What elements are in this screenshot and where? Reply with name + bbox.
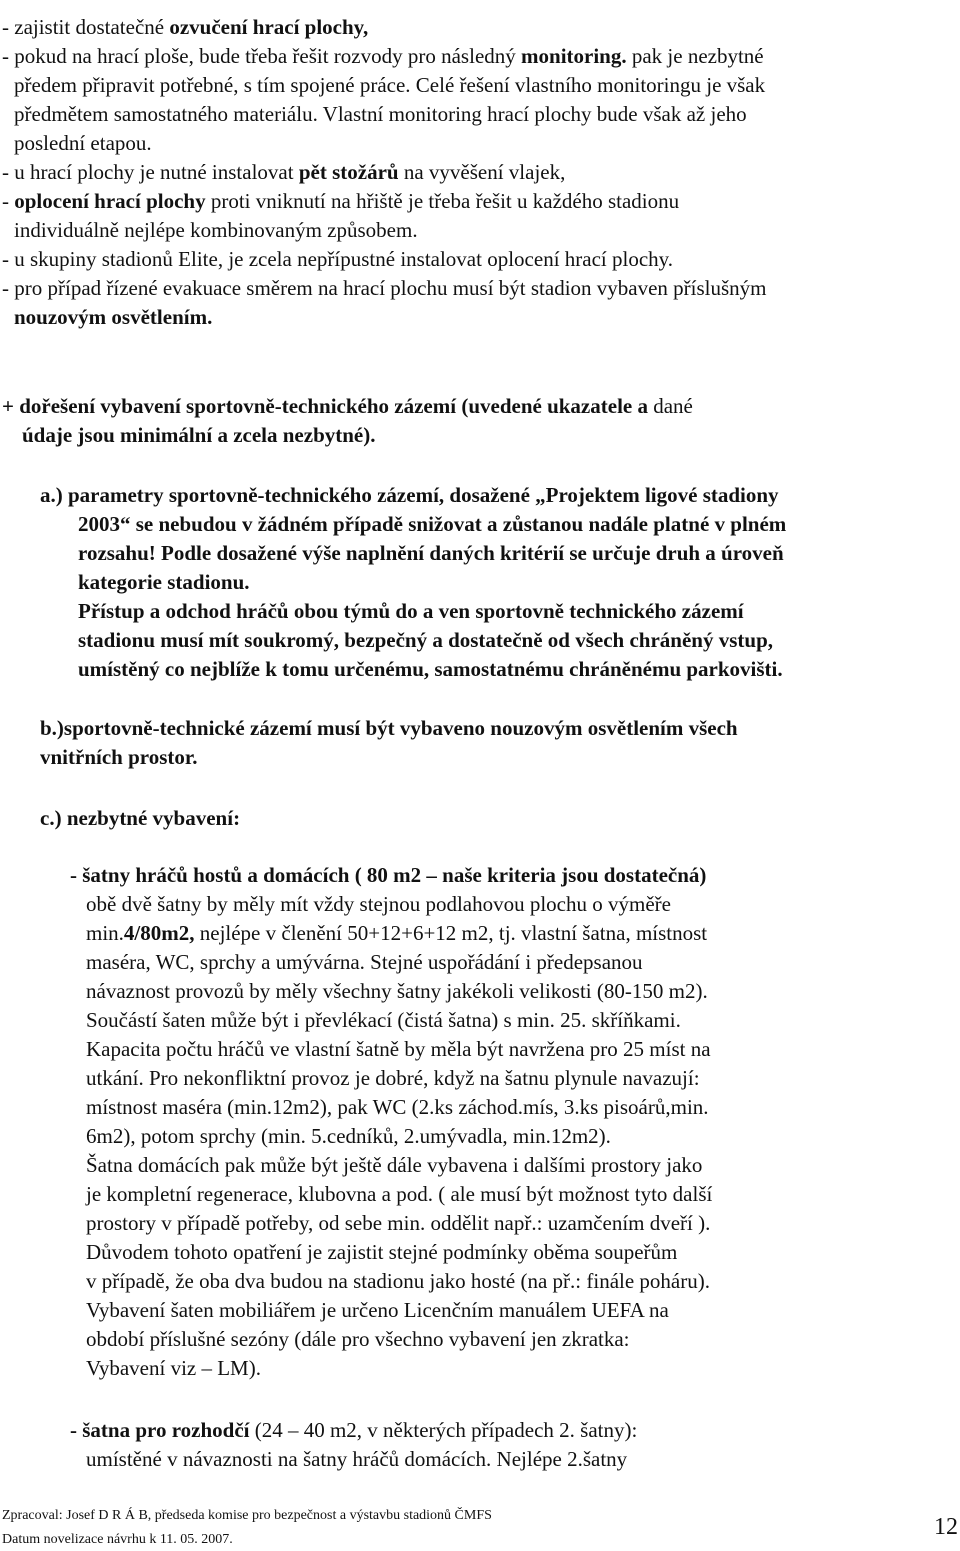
text-line — [2, 159, 565, 186]
text-run: pak je nezbytné — [626, 44, 764, 68]
text-run: období příslušné sezóny (dále pro všechno vybavení jen zkratka: — [86, 1327, 630, 1351]
text-run: návaznost provozů by měly všechny šatny jakékoli velikosti (80-150 m2). — [86, 979, 708, 1003]
text-line — [78, 627, 773, 654]
bold-text-run: umístěný co nejblíže k tomu určenému, samostatnému chráněnému parkovišti. — [78, 657, 783, 681]
text-run: obě dvě šatny by měly mít vždy stejnou podlahovou plochu o výměře — [86, 892, 671, 916]
text-line — [86, 1268, 710, 1295]
bold-text-run: Přístup a odchod hráčů obou týmů do a ven sportovně technického zázemí — [78, 599, 744, 623]
text-line — [14, 101, 747, 128]
bold-text-run: - šatna pro rozhodčí — [70, 1418, 250, 1442]
text-line — [2, 14, 368, 41]
text-line — [86, 1355, 261, 1382]
bold-text-run: kategorie stadionu. — [78, 570, 250, 594]
bold-text-run: monitoring. — [521, 44, 627, 68]
text-line — [78, 540, 784, 567]
text-run: Šatna domácích pak může být ještě dále vybavena i dalšími prostory jako — [86, 1153, 703, 1177]
text-run: předmětem samostatného materiálu. Vlastní monitoring hrací plochy bude však až jeho — [14, 102, 747, 126]
text-line — [86, 1210, 710, 1237]
text-run: - zajistit dostatečné — [2, 15, 170, 39]
text-run: Kapacita počtu hráčů ve vlastní šatně by měla být navržena pro 25 míst na — [86, 1037, 711, 1061]
text-line — [86, 1036, 711, 1063]
text-run: dané — [647, 394, 693, 418]
text-line — [86, 1181, 712, 1208]
text-run: - u hrací plochy je nutné instalovat — [2, 160, 299, 184]
text-run: místnost maséra (min.12m2), pak WC (2.ks záchod.mís, 3.ks pisoárů,min. — [86, 1095, 709, 1119]
bold-text-run: ozvučení hrací plochy, — [169, 15, 369, 39]
text-run: nejlépe v členění 50+12+6+12 m2, tj. vlastní šatna, místnost — [194, 921, 708, 945]
text-line — [86, 1065, 700, 1092]
text-run: utkání. Pro nekonfliktní provoz je dobré, když na šatnu plynule navazují: — [86, 1066, 700, 1090]
text-line — [2, 275, 767, 302]
bold-text-run: b.)sportovně-technické zázemí musí být vybaveno nouzovým osvětlením všech — [40, 716, 738, 740]
text-run: - pokud na hrací ploše, bude třeba řešit rozvody pro následný — [2, 44, 522, 68]
bold-text-run: stadionu musí mít soukromý, bezpečný a dostatečně od všech chráněný vstup, — [78, 628, 773, 652]
bold-text-run: + dořešení vybavení sportovně-technického zázemí (uvedené ukazatele a — [2, 394, 648, 418]
text-run: proti vniknutí na hřiště je třeba řešit u každého stadionu — [205, 189, 680, 213]
text-run: maséra, WC, sprchy a umývárna. Stejné uspořádání i předepsanou — [86, 950, 643, 974]
text-line — [86, 1152, 702, 1179]
text-line — [86, 1239, 677, 1266]
bold-text-run: pět stožárů — [298, 160, 399, 184]
text-line — [2, 246, 673, 273]
text-run: Důvodem tohoto opatření je zajistit stejné podmínky oběma soupeřům — [86, 1240, 678, 1264]
bold-text-run: a.) parametry sportovně-technického zázemí, dosažené „Projektem ligové stadiony — [40, 483, 779, 507]
text-line — [70, 1417, 637, 1444]
text-run: 6m2), potom sprchy (min. 5.cedníků, 2.umývadla, min.12m2). — [86, 1124, 611, 1148]
text-run: na vyvěšení vlajek, — [398, 160, 566, 184]
text-run: - pro případ řízené evakuace směrem na hrací plochu musí být stadion vybaven příslušným — [2, 276, 767, 300]
text-run: - — [2, 189, 15, 213]
text-line — [40, 744, 198, 771]
text-line — [86, 1326, 630, 1353]
text-run: - u skupiny stadionů Elite, je zcela nepřípustné instalovat oplocení hrací plochy. — [2, 247, 674, 271]
page-number: 12 — [934, 1514, 958, 1540]
text-run: Vybavení šaten mobiliářem je určeno Licenčním manuálem UEFA na — [86, 1298, 669, 1322]
text-line — [86, 891, 671, 918]
text-run: umístěné v návaznosti na šatny hráčů domácích. Nejlépe 2.šatny — [86, 1447, 628, 1471]
text-line — [14, 72, 765, 99]
text-run: v případě, že oba dva budou na stadionu jako hosté (na př.: finále poháru). — [86, 1269, 710, 1293]
text-line — [86, 1007, 681, 1034]
text-run: (24 – 40 m2, v některých případech 2. šatny): — [249, 1418, 638, 1442]
bold-text-run: údaje jsou minimální a zcela nezbytné). — [22, 423, 376, 447]
text-line — [86, 1123, 611, 1150]
text-line — [40, 715, 738, 742]
text-run: prostory v případě potřeby, od sebe min. oddělit např.: uzamčením dveří ). — [86, 1211, 711, 1235]
text-run: je kompletní regenerace, klubovna a pod. ( ale musí být možnost tyto další — [86, 1182, 713, 1206]
text-line — [86, 1297, 669, 1324]
bold-text-run: c.) nezbytné vybavení: — [40, 806, 241, 830]
text-run: Součástí šaten může být i převlékací (čistá šatna) s min. 25. skříňkami. — [86, 1008, 681, 1032]
text-line — [2, 393, 693, 420]
text-run: předem připravit potřebné, s tím spojené práce. Celé řešení vlastního monitoringu je však — [14, 73, 766, 97]
text-line — [2, 43, 764, 70]
bold-text-run: 2003“ se nebudou v žádném případě snižovat a zůstanou nadále platné v plném — [78, 512, 787, 536]
bold-text-run: nouzovým osvětlením. — [14, 305, 213, 329]
text-line — [70, 862, 706, 889]
text-line — [14, 217, 418, 244]
text-line — [14, 304, 212, 331]
bold-text-run: - šatny hráčů hostů a domácích ( 80 m2 – naše kriteria jsou dostatečná) — [70, 863, 707, 887]
bold-text-run: 4/80m2, — [123, 921, 195, 945]
text-line — [14, 130, 152, 157]
text-line — [78, 569, 250, 596]
text-line — [40, 805, 240, 832]
text-run: individuálně nejlépe kombinovaným způsobem. — [14, 218, 418, 242]
bold-text-run: rozsahu! Podle dosažené výše naplnění daných kritérií se určuje druh a úroveň — [78, 541, 784, 565]
text-run: min. — [86, 921, 124, 945]
text-line — [40, 482, 779, 509]
text-line — [86, 920, 707, 947]
footer-revision-date: Datum novelizace návrhu k 11. 05. 2007. — [2, 1532, 233, 1547]
text-line — [22, 422, 375, 449]
text-line — [2, 188, 679, 215]
text-line — [86, 1446, 627, 1473]
text-line — [78, 511, 786, 538]
text-run: poslední etapou. — [14, 131, 152, 155]
footer-author: Zpracoval: Josef D R Á B, předseda komise pro bezpečnost a výstavbu stadionů ČMFS — [2, 1508, 492, 1523]
text-line — [86, 978, 708, 1005]
bold-text-run: oplocení hrací plochy — [14, 189, 206, 213]
text-run: Vybavení viz – LM). — [86, 1356, 261, 1380]
text-line — [86, 949, 643, 976]
text-line — [86, 1094, 709, 1121]
bold-text-run: vnitřních prostor. — [40, 745, 198, 769]
text-line — [78, 598, 744, 625]
text-line — [78, 656, 783, 683]
